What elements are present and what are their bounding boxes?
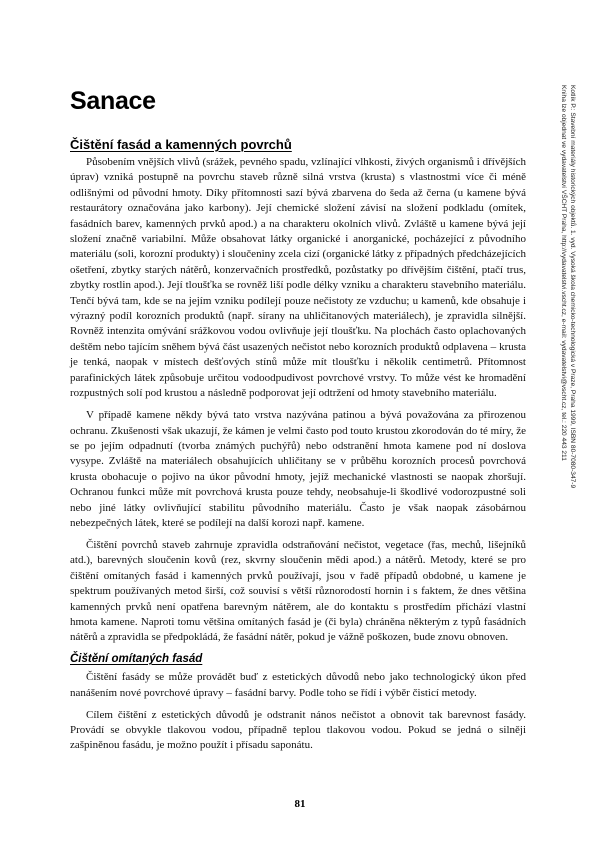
page-number: 81 (294, 798, 306, 810)
subsection-heading: Čištění omítaných fasád (70, 652, 203, 665)
paragraph: V případě kamene někdy bývá tato vrstva nazývána patinou a bývá považována za přirozenou ochranu. Zkušenosti však ukazují, že kámen je velmi často pod touto krustou zkorodován do té míry, že se po jejím odpadnutí (tvorba známých puchýřů) nebo odstranění hmota kamene pod ní doslova vysype. Zvláště na materiálech obsahujících uhličitany se v průběhu korozních procesů povrchová krusta obohacuje o pojivo na úkor původní hmoty, jejíž mechanické vlastnosti se naopak zhoršují. Ochranou funkci může mít povrchová krusta pouze tehdy, neobsahuje-li škodlivé vodorozpustné soli nebo jiné látky ovlivňující stabilitu původního materiálu. Často je však naopak zásobárnou nebezpečných látek, které se podílejí na další korozi např. kamene. (70, 409, 526, 529)
paragraph: Působením vnějších vlivů (srážek, pevného spadu, vzlínající vlhkosti, živých organismů i dřívějších úprav) vzniká postupně na povrchu staveb různě silná vrstva (krusta) s vlastnostmi více či méně odlišnými od původní hmoty. Díky přítomnosti sazí bývá zbarvena do šeda až černa (u kamene bývá restaurátory označována jako karbony). Její chemické složení závisí na složení podkladu (omítek, fasádních barev, kamenných prvků apod.) a na charakteru okolních vlivů. Zvláště u kamene bývá její složení značně variabilní. Může obsahovat látky organické i anorganické, pocházející z původního materiálu (soli, korozní produkty) i sloučeniny zcela cizí (organické látky z případných předcházejících ošetření, zbytky starých nátěrů, konzervačních prostředků, pozůstatky po dřívějším čištění, ptačí trus, zbytky rostlin apod.). Její tloušťka se rovněž liší podle délky vzniku a charakteru stavebního materiálu. Tenčí bývá tam, kde se na jejím vzniku podílejí pouze nečistoty ze vzduchu; u kamenů, kde obsahuje i výrazný podíl korozních produktů (např. sírany na uhličitanových materiálech), je zpravidla silnější. Rovněž intenzita omývání srážkovou vodou ovlivňuje její tloušťku. Na plochách často oplachovaných deštěm nebo tajícím sněhem bývá část usazených nečistot nebo korozních produktů odplavena – krusta je tenká, naopak v místech dešťových stínů může mít tloušťku i několik centimetrů. Přítomnost parafinických látek způsobuje určitou vodoodpudivost povrchové vrstvy. To může vést ke hromadění rozpustných solí pod krustou a následně podporovat její odtržení od hmoty stavebního materiálu. (70, 156, 526, 400)
paragraph: Čištění fasády se může provádět buď z estetických důvodů nebo jako technologický úkon před nanášením nové povrchové úpravy – fasádní barvy. Podle toho se řídí i výběr čisticí metody. (70, 671, 526, 699)
page-title: Sanace (70, 87, 156, 115)
section-heading: Čištění fasád a kamenných povrchů (70, 137, 292, 152)
publisher-line: Kniha lze objednat ve vydavatelství VŠCHT Praha, http://vydavatelstvi.vscht.cz, e-mail: vydavatelstvi@vscht.cz, tel.: 220 443 211 (560, 85, 567, 461)
paragraph: Cílem čištění z estetických důvodů je odstranit nános nečistot a obnovit tak barevnost fasády. Provádí se obvykle tlakovou vodou, případně teplou tlakovou vodou. Pokud se jedná o silněji zašpiněnou fasádu, je možno použít i přísadu saponátu. (70, 708, 526, 752)
citation-sidenote (559, 85, 577, 585)
citation-line: Kotlík P.: Stavební materiály historických objektů. 1. vyd. Vysoká škola chemicko-technologická v Praze, Praha 1999, ISBN 80-7080-347-9 (569, 85, 576, 489)
body-text (70, 155, 526, 754)
paragraph: Čištění povrchů staveb zahrnuje zpravidla odstraňování nečistot, vegetace (řas, mechů, lišejníků atd.), barevných sloučenin kovů (rez, skvrny sloučenin mědi apod.) a nátěrů. Metody, které se pro čištění omítaných fasád i kamenných prvků používají, jsou v řadě případů obdobné, u kamene je spektrum používaných metod širší, což souvisí s větší různorodostí hornin i s faktem, že dnes většina kamenných prvků není opatřena barevným nátěrem, ale do kontaktu s prostředím přichází vlastní hmota kamene. Naproti tomu většina omítaných fasád je (či byla) chráněna některým z typů fasádních nátěrů a zpravidla se předpokládá, že fasádní nátěr, pokud je vážně poškozen, bude znovu obnoven. (70, 538, 526, 644)
